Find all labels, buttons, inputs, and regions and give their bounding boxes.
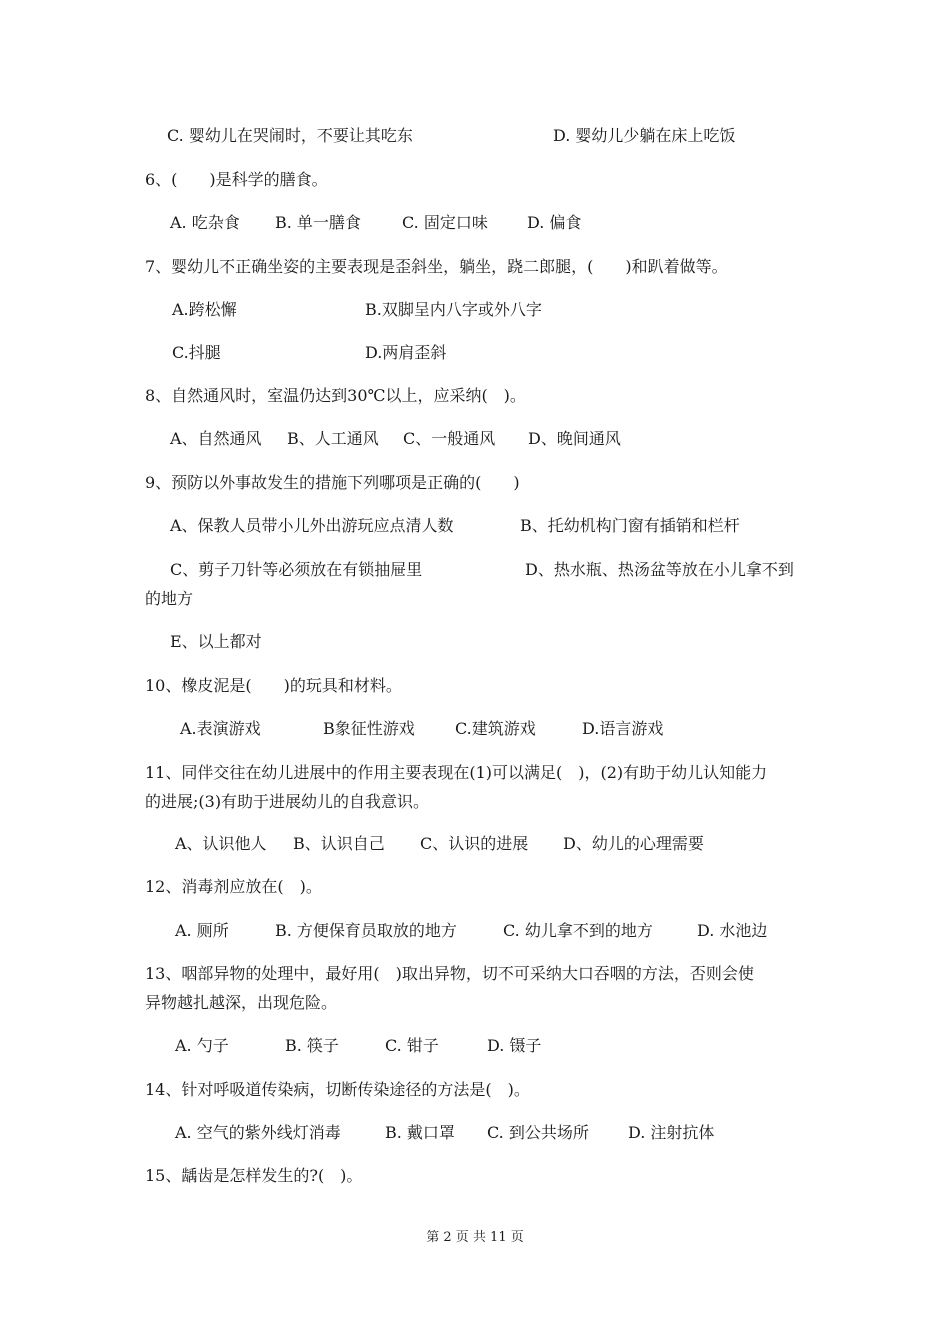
q13-option-c: C. 钳子 — [385, 1036, 439, 1055]
q6-option-b: B. 单一膳食 — [275, 213, 361, 232]
q9-option-e: E、以上都对 — [170, 632, 262, 651]
q11-option-d: D、幼儿的心理需要 — [563, 834, 704, 853]
q13-stem-line2: 异物越扎越深，出现危险。 — [145, 993, 338, 1012]
q14-stem: 14、针对呼吸道传染病，切断传染途径的方法是( )。 — [145, 1080, 530, 1099]
q8-option-c: C、一般通风 — [403, 429, 496, 448]
q8-option-d: D、晚间通风 — [528, 429, 621, 448]
q7-option-a: A.跨松懈 — [172, 300, 237, 319]
q8-option-a: A、自然通风 — [170, 429, 262, 448]
q5-option-c: C. 婴幼儿在哭闹时，不要让其吃东 — [167, 126, 413, 145]
q12-stem: 12、消毒剂应放在( )。 — [145, 877, 322, 896]
q13-option-a: A. 勺子 — [175, 1036, 229, 1055]
q12-option-d: D. 水池边 — [697, 921, 768, 940]
q10-option-d: D.语言游戏 — [582, 719, 664, 738]
q10-stem: 10、橡皮泥是( )的玩具和材料。 — [145, 676, 402, 695]
q8-stem: 8、自然通风时，室温仍达到30℃以上，应采纳( )。 — [145, 386, 526, 405]
q11-option-c: C、认识的进展 — [420, 834, 529, 853]
q14-option-a: A. 空气的紫外线灯消毒 — [175, 1123, 341, 1142]
q9-option-d: D、热水瓶、热汤盆等放在小儿拿不到 — [525, 560, 794, 579]
q13-stem-line1: 13、咽部异物的处理中，最好用( )取出异物，切不可采纳大口吞咽的方法，否则会使 — [145, 964, 754, 983]
q10-option-a: A.表演游戏 — [180, 719, 261, 738]
q14-option-d: D. 注射抗体 — [628, 1123, 715, 1142]
q6-option-a: A. 吃杂食 — [170, 213, 240, 232]
q9-stem: 9、预防以外事故发生的措施下列哪项是正确的( ) — [145, 473, 520, 492]
q13-option-d: D. 镊子 — [487, 1036, 542, 1055]
q14-option-b: B. 戴口罩 — [385, 1123, 455, 1142]
q7-option-d: D.两肩歪斜 — [365, 343, 447, 362]
q12-option-c: C. 幼儿拿不到的地方 — [503, 921, 653, 940]
q14-option-c: C. 到公共场所 — [487, 1123, 589, 1142]
q9-option-c: C、剪子刀针等必须放在有锁抽屉里 — [170, 560, 423, 579]
q11-option-b: B、认识自己 — [293, 834, 385, 853]
q12-option-b: B. 方便保育员取放的地方 — [275, 921, 457, 940]
q6-option-c: C. 固定口味 — [402, 213, 488, 232]
q6-option-d: D. 偏食 — [527, 213, 582, 232]
q9-option-a: A、保教人员带小儿外出游玩应点清人数 — [170, 516, 454, 535]
q10-option-b: B象征性游戏 — [323, 719, 415, 738]
q8-option-b: B、人工通风 — [287, 429, 379, 448]
q12-option-a: A. 厕所 — [175, 921, 229, 940]
q9-option-b: B、托幼机构门窗有插销和栏杆 — [520, 516, 740, 535]
q13-option-b: B. 筷子 — [285, 1036, 339, 1055]
q11-stem-line2: 的进展;(3)有助于进展幼儿的自我意识。 — [145, 792, 430, 811]
page-footer: 第 2 页 共 11 页 — [426, 1230, 524, 1245]
q7-option-b: B.双脚呈内八字或外八字 — [365, 300, 542, 319]
q5-option-d: D. 婴幼儿少躺在床上吃饭 — [553, 126, 736, 145]
q15-stem: 15、龋齿是怎样发生的?( )。 — [145, 1166, 363, 1185]
q11-option-a: A、认识他人 — [175, 834, 267, 853]
q10-option-c: C.建筑游戏 — [455, 719, 536, 738]
q7-option-c: C.抖腿 — [172, 343, 221, 362]
q9-option-d-continued: 的地方 — [145, 589, 194, 608]
q7-stem: 7、婴幼儿不正确坐姿的主要表现是歪斜坐，躺坐，跷二郎腿，( )和趴着做等。 — [145, 257, 728, 276]
q6-stem: 6、( )是科学的膳食。 — [145, 170, 328, 189]
q11-stem-line1: 11、同伴交往在幼儿进展中的作用主要表现在(1)可以满足( )，(2)有助于幼儿认知能力 — [145, 763, 768, 782]
